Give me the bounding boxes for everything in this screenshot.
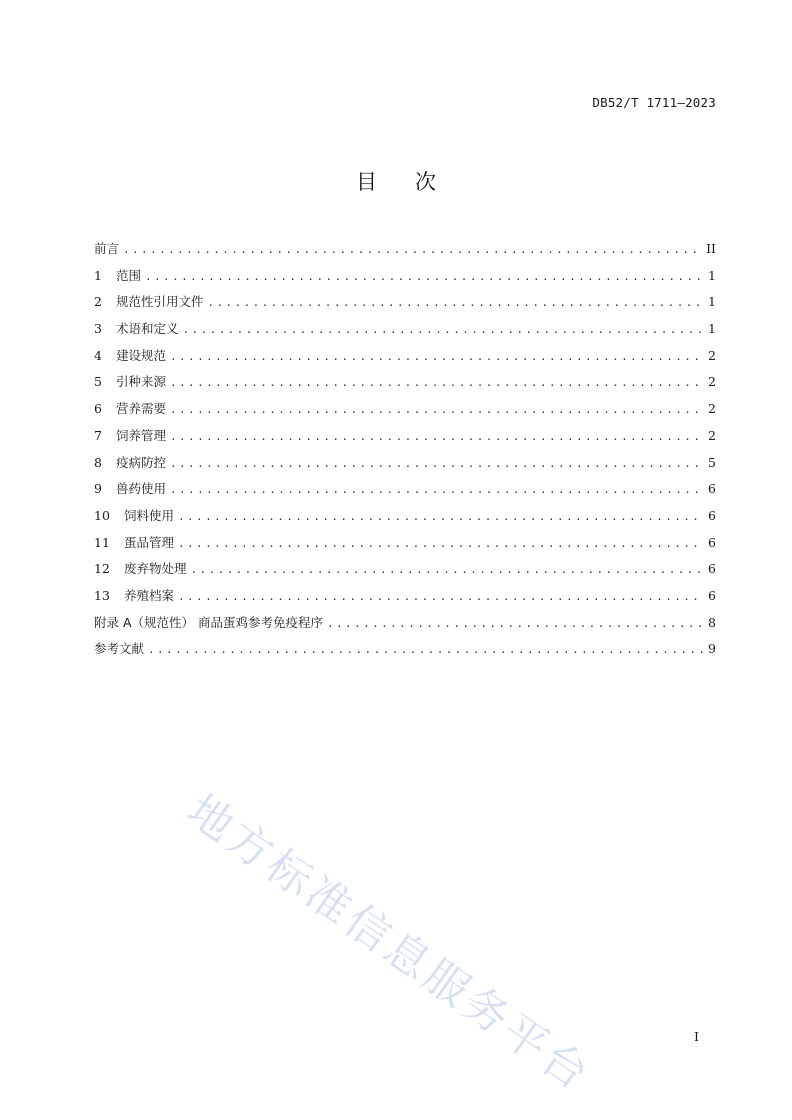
toc-entry-12[interactable] <box>94 556 716 583</box>
toc-entry-appendix-a[interactable] <box>94 610 716 637</box>
toc-entry-label: 饲养管理 <box>116 427 167 443</box>
toc-entry-page: 6 <box>708 481 716 497</box>
toc-entry-page: 9 <box>708 641 716 657</box>
toc-entry-label: 兽药使用 <box>116 481 167 497</box>
toc-entry-number: 3 <box>94 321 102 337</box>
toc-entry-number: 7 <box>94 427 102 443</box>
toc-entry-13[interactable] <box>94 583 716 610</box>
toc-entry-number: 9 <box>94 481 102 497</box>
toc-entry-label: 引种来源 <box>116 374 167 390</box>
toc-dot-leader <box>145 264 704 291</box>
toc-entry-label: 蛋品管理 <box>124 534 175 550</box>
toc-entry-label: 建设规范 <box>116 347 167 363</box>
toc-dot-leader <box>178 504 704 531</box>
toc-dot-leader <box>148 637 704 664</box>
toc-entry-11[interactable] <box>94 530 716 557</box>
toc-dot-leader <box>191 557 704 584</box>
toc-entry-label: 前言 <box>94 241 120 256</box>
toc-dot-leader <box>123 237 702 264</box>
toc-dot-leader <box>170 477 704 504</box>
toc-dot-leader <box>170 424 704 451</box>
toc-entry-4[interactable] <box>94 343 716 370</box>
toc-entry-number: 10 <box>94 507 110 523</box>
toc-entry-page: 1 <box>708 294 716 310</box>
toc-entry-number: 11 <box>94 534 110 550</box>
toc-dot-leader <box>170 451 704 478</box>
toc-entry-number: 12 <box>94 561 110 577</box>
toc-dot-leader <box>183 317 704 344</box>
toc-entry-preface[interactable] <box>94 236 716 263</box>
toc-entry-label: 营养需要 <box>116 401 167 417</box>
toc-entry-number: 1 <box>94 267 102 283</box>
toc-entry-references[interactable] <box>94 636 716 663</box>
toc-entry-3[interactable] <box>94 316 716 343</box>
toc-dot-leader <box>170 370 704 397</box>
toc-dot-leader <box>170 344 704 371</box>
toc-entry-number: 4 <box>94 347 102 363</box>
toc-dot-leader <box>178 531 704 558</box>
toc-dot-leader <box>170 397 704 424</box>
toc-entry-8[interactable] <box>94 450 716 477</box>
toc-entry-page: 6 <box>708 561 716 577</box>
toc-entry-2[interactable] <box>94 289 716 316</box>
toc-dot-leader <box>178 584 704 611</box>
toc-entry-7[interactable] <box>94 423 716 450</box>
toc-entry-page: 1 <box>708 267 716 283</box>
toc-entry-label: 附录 A（规范性） 商品蛋鸡参考免疫程序 <box>94 614 323 630</box>
toc-entry-page: 2 <box>708 401 716 417</box>
page-title: 目次 <box>356 170 474 194</box>
watermark: 地方标准信息服务平台 <box>177 784 601 1102</box>
toc-entry-number: 5 <box>94 374 102 390</box>
toc-entry-page: 5 <box>708 454 716 470</box>
page-number: I <box>694 1029 699 1044</box>
toc-entry-page: 6 <box>708 507 716 523</box>
toc-entry-page: 6 <box>708 587 716 603</box>
toc-entry-label: 术语和定义 <box>116 321 179 337</box>
toc-entry-9[interactable] <box>94 476 716 503</box>
toc-entry-10[interactable] <box>94 503 716 530</box>
toc-entry-number: 2 <box>94 294 102 310</box>
toc-entry-label: 规范性引用文件 <box>116 294 204 310</box>
toc-entry-label: 参考文献 <box>94 641 145 657</box>
toc-dot-leader <box>208 290 704 317</box>
toc-entry-6[interactable] <box>94 396 716 423</box>
toc-entry-page: 2 <box>708 374 716 390</box>
toc-entry-1[interactable] <box>94 263 716 290</box>
document-code: DB52/T 1711—2023 <box>592 95 716 110</box>
toc-entry-number: 13 <box>94 587 110 603</box>
toc-entry-page: 2 <box>708 427 716 443</box>
toc-entry-label: 范围 <box>116 267 142 283</box>
toc-entry-page: II <box>706 241 716 256</box>
toc-entry-page: 6 <box>708 534 716 550</box>
toc-dot-leader <box>327 611 704 638</box>
toc-entry-page: 1 <box>708 321 716 337</box>
toc-entry-label: 废弃物处理 <box>124 561 187 577</box>
toc-entry-page: 2 <box>708 347 716 363</box>
toc-entry-number: 8 <box>94 454 102 470</box>
toc-entry-number: 6 <box>94 401 102 417</box>
table-of-contents <box>94 236 716 663</box>
toc-entry-label: 疫病防控 <box>116 454 167 470</box>
toc-entry-page: 8 <box>708 614 716 630</box>
toc-entry-label: 养殖档案 <box>124 587 175 603</box>
toc-entry-5[interactable] <box>94 369 716 396</box>
toc-entry-label: 饲料使用 <box>124 507 175 523</box>
